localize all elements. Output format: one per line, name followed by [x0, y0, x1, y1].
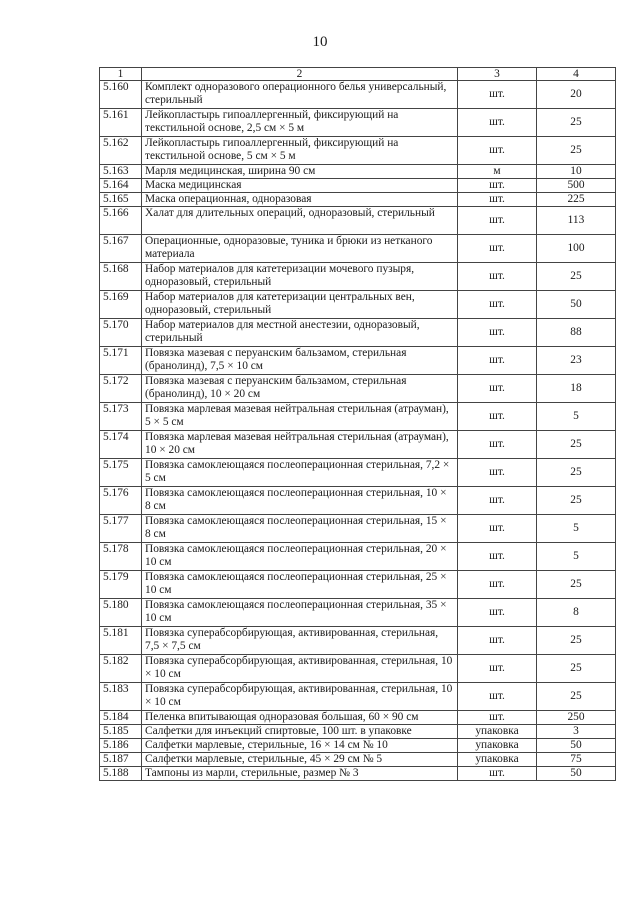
quantity-cell: 8 [537, 599, 616, 627]
quantity-cell: 50 [537, 767, 616, 781]
item-name-cell: Маска операционная, одноразовая [142, 193, 458, 207]
item-name-cell: Повязка марлевая мазевая нейтральная стерильная (атрауман), 5 × 5 см [142, 403, 458, 431]
item-name-cell: Лейкопластырь гипоаллергенный, фиксирующий на текстильной основе, 5 см × 5 м [142, 137, 458, 165]
row-number-cell: 5.161 [100, 109, 142, 137]
item-name-cell: Салфетки для инъекций спиртовые, 100 шт. в упаковке [142, 725, 458, 739]
row-number-cell: 5.167 [100, 235, 142, 263]
table-row [100, 319, 616, 347]
quantity-cell: 100 [537, 235, 616, 263]
item-name-cell: Лейкопластырь гипоаллергенный, фиксирующий на текстильной основе, 2,5 см × 5 м [142, 109, 458, 137]
unit-cell: шт. [458, 109, 537, 137]
unit-cell: шт. [458, 179, 537, 193]
item-name-cell: Набор материалов для катетеризации мочевого пузыря, одноразовый, стерильный [142, 263, 458, 291]
quantity-cell: 25 [537, 683, 616, 711]
quantity-cell: 5 [537, 543, 616, 571]
quantity-cell: 25 [537, 655, 616, 683]
unit-cell: упаковка [458, 739, 537, 753]
table-row [100, 655, 616, 683]
table-row [100, 599, 616, 627]
unit-cell: шт. [458, 627, 537, 655]
unit-cell: шт. [458, 81, 537, 109]
quantity-cell: 250 [537, 711, 616, 725]
table-row [100, 347, 616, 375]
quantity-cell: 25 [537, 109, 616, 137]
unit-cell: шт. [458, 375, 537, 403]
unit-cell: шт. [458, 263, 537, 291]
table-row [100, 263, 616, 291]
table-row [100, 627, 616, 655]
item-name-cell: Повязка самоклеющаяся послеоперационная стерильная, 25 × 10 см [142, 571, 458, 599]
quantity-cell: 5 [537, 403, 616, 431]
table-row [100, 571, 616, 599]
row-number-cell: 5.170 [100, 319, 142, 347]
table-row [100, 235, 616, 263]
table-row [100, 193, 616, 207]
supplies-table [99, 67, 616, 781]
table-row [100, 459, 616, 487]
table-row [100, 767, 616, 781]
row-number-cell: 5.168 [100, 263, 142, 291]
unit-cell: шт. [458, 193, 537, 207]
item-name-cell: Повязка мазевая с перуанским бальзамом, стерильная (бранолинд), 10 × 20 см [142, 375, 458, 403]
table-header-row [100, 68, 616, 81]
quantity-cell: 25 [537, 487, 616, 515]
quantity-cell: 25 [537, 571, 616, 599]
unit-cell: шт. [458, 431, 537, 459]
row-number-cell: 5.166 [100, 207, 142, 235]
item-name-cell: Операционные, одноразовые, туника и брюки из нетканого материала [142, 235, 458, 263]
unit-cell: упаковка [458, 753, 537, 767]
item-name-cell: Повязка самоклеющаяся послеоперационная стерильная, 10 × 8 см [142, 487, 458, 515]
quantity-cell: 50 [537, 291, 616, 319]
table-row [100, 109, 616, 137]
table-row [100, 725, 616, 739]
row-number-cell: 5.163 [100, 165, 142, 179]
row-number-cell: 5.177 [100, 515, 142, 543]
unit-cell: шт. [458, 767, 537, 781]
quantity-cell: 5 [537, 515, 616, 543]
quantity-cell: 10 [537, 165, 616, 179]
item-name-cell: Маска медицинская [142, 179, 458, 193]
row-number-cell: 5.169 [100, 291, 142, 319]
unit-cell: упаковка [458, 725, 537, 739]
item-name-cell: Набор материалов для катетеризации центральных вен, одноразовый, стерильный [142, 291, 458, 319]
table-row [100, 683, 616, 711]
item-name-cell: Марля медицинская, ширина 90 см [142, 165, 458, 179]
table-row [100, 165, 616, 179]
unit-cell: шт. [458, 459, 537, 487]
row-number-cell: 5.178 [100, 543, 142, 571]
page-number: 10 [312, 34, 328, 50]
table-row [100, 753, 616, 767]
item-name-cell: Халат для длительных операций, одноразовый, стерильный [142, 207, 458, 235]
unit-cell: шт. [458, 347, 537, 375]
item-name-cell: Пеленка впитывающая одноразовая большая, 60 × 90 см [142, 711, 458, 725]
row-number-cell: 5.165 [100, 193, 142, 207]
table-row [100, 711, 616, 725]
item-name-cell: Повязка суперабсорбирующая, активированная, стерильная, 10 × 10 см [142, 655, 458, 683]
unit-cell: м [458, 165, 537, 179]
row-number-cell: 5.174 [100, 431, 142, 459]
unit-cell: шт. [458, 683, 537, 711]
table-row [100, 179, 616, 193]
unit-cell: шт. [458, 571, 537, 599]
row-number-cell: 5.185 [100, 725, 142, 739]
row-number-cell: 5.184 [100, 711, 142, 725]
item-name-cell: Тампоны из марли, стерильные, размер № 3 [142, 767, 458, 781]
table-row [100, 515, 616, 543]
row-number-cell: 5.172 [100, 375, 142, 403]
unit-cell: шт. [458, 207, 537, 235]
item-name-cell: Повязка самоклеющаяся послеоперационная стерильная, 15 × 8 см [142, 515, 458, 543]
unit-cell: шт. [458, 319, 537, 347]
quantity-cell: 75 [537, 753, 616, 767]
table-row [100, 403, 616, 431]
item-name-cell: Повязка марлевая мазевая нейтральная стерильная (атрауман), 10 × 20 см [142, 431, 458, 459]
row-number-cell: 5.186 [100, 739, 142, 753]
quantity-cell: 25 [537, 459, 616, 487]
table-row [100, 375, 616, 403]
item-name-cell: Повязка суперабсорбирующая, активированная, стерильная, 7,5 × 7,5 см [142, 627, 458, 655]
column-header-number: 1 [100, 68, 142, 81]
table-row [100, 81, 616, 109]
item-name-cell: Повязка самоклеющаяся послеоперационная стерильная, 35 × 10 см [142, 599, 458, 627]
row-number-cell: 5.162 [100, 137, 142, 165]
quantity-cell: 18 [537, 375, 616, 403]
row-number-cell: 5.173 [100, 403, 142, 431]
column-header-quantity: 4 [537, 68, 616, 81]
item-name-cell: Повязка самоклеющаяся послеоперационная стерильная, 20 × 10 см [142, 543, 458, 571]
unit-cell: шт. [458, 137, 537, 165]
row-number-cell: 5.176 [100, 487, 142, 515]
quantity-cell: 88 [537, 319, 616, 347]
quantity-cell: 20 [537, 81, 616, 109]
quantity-cell: 225 [537, 193, 616, 207]
table-row [100, 137, 616, 165]
row-number-cell: 5.160 [100, 81, 142, 109]
unit-cell: шт. [458, 599, 537, 627]
quantity-cell: 25 [537, 263, 616, 291]
table-row [100, 207, 616, 235]
quantity-cell: 25 [537, 137, 616, 165]
quantity-cell: 3 [537, 725, 616, 739]
item-name-cell: Набор материалов для местной анестезии, одноразовый, стерильный [142, 319, 458, 347]
unit-cell: шт. [458, 655, 537, 683]
row-number-cell: 5.187 [100, 753, 142, 767]
unit-cell: шт. [458, 711, 537, 725]
unit-cell: шт. [458, 235, 537, 263]
unit-cell: шт. [458, 543, 537, 571]
row-number-cell: 5.180 [100, 599, 142, 627]
column-header-name: 2 [142, 68, 458, 81]
quantity-cell: 25 [537, 627, 616, 655]
row-number-cell: 5.171 [100, 347, 142, 375]
quantity-cell: 23 [537, 347, 616, 375]
item-name-cell: Повязка мазевая с перуанским бальзамом, стерильная (бранолинд), 7,5 × 10 см [142, 347, 458, 375]
quantity-cell: 25 [537, 431, 616, 459]
row-number-cell: 5.175 [100, 459, 142, 487]
table-row [100, 487, 616, 515]
item-name-cell: Салфетки марлевые, стерильные, 45 × 29 см № 5 [142, 753, 458, 767]
table-row [100, 431, 616, 459]
row-number-cell: 5.183 [100, 683, 142, 711]
row-number-cell: 5.164 [100, 179, 142, 193]
table-row [100, 543, 616, 571]
table-row [100, 739, 616, 753]
unit-cell: шт. [458, 403, 537, 431]
item-name-cell: Комплект одноразового операционного белья универсальный, стерильный [142, 81, 458, 109]
quantity-cell: 50 [537, 739, 616, 753]
row-number-cell: 5.181 [100, 627, 142, 655]
row-number-cell: 5.182 [100, 655, 142, 683]
unit-cell: шт. [458, 487, 537, 515]
quantity-cell: 500 [537, 179, 616, 193]
row-number-cell: 5.188 [100, 767, 142, 781]
column-header-unit: 3 [458, 68, 537, 81]
unit-cell: шт. [458, 291, 537, 319]
quantity-cell: 113 [537, 207, 616, 235]
item-name-cell: Повязка суперабсорбирующая, активированная, стерильная, 10 × 10 см [142, 683, 458, 711]
row-number-cell: 5.179 [100, 571, 142, 599]
table-row [100, 291, 616, 319]
unit-cell: шт. [458, 515, 537, 543]
item-name-cell: Повязка самоклеющаяся послеоперационная стерильная, 7,2 × 5 см [142, 459, 458, 487]
item-name-cell: Салфетки марлевые, стерильные, 16 × 14 см № 10 [142, 739, 458, 753]
